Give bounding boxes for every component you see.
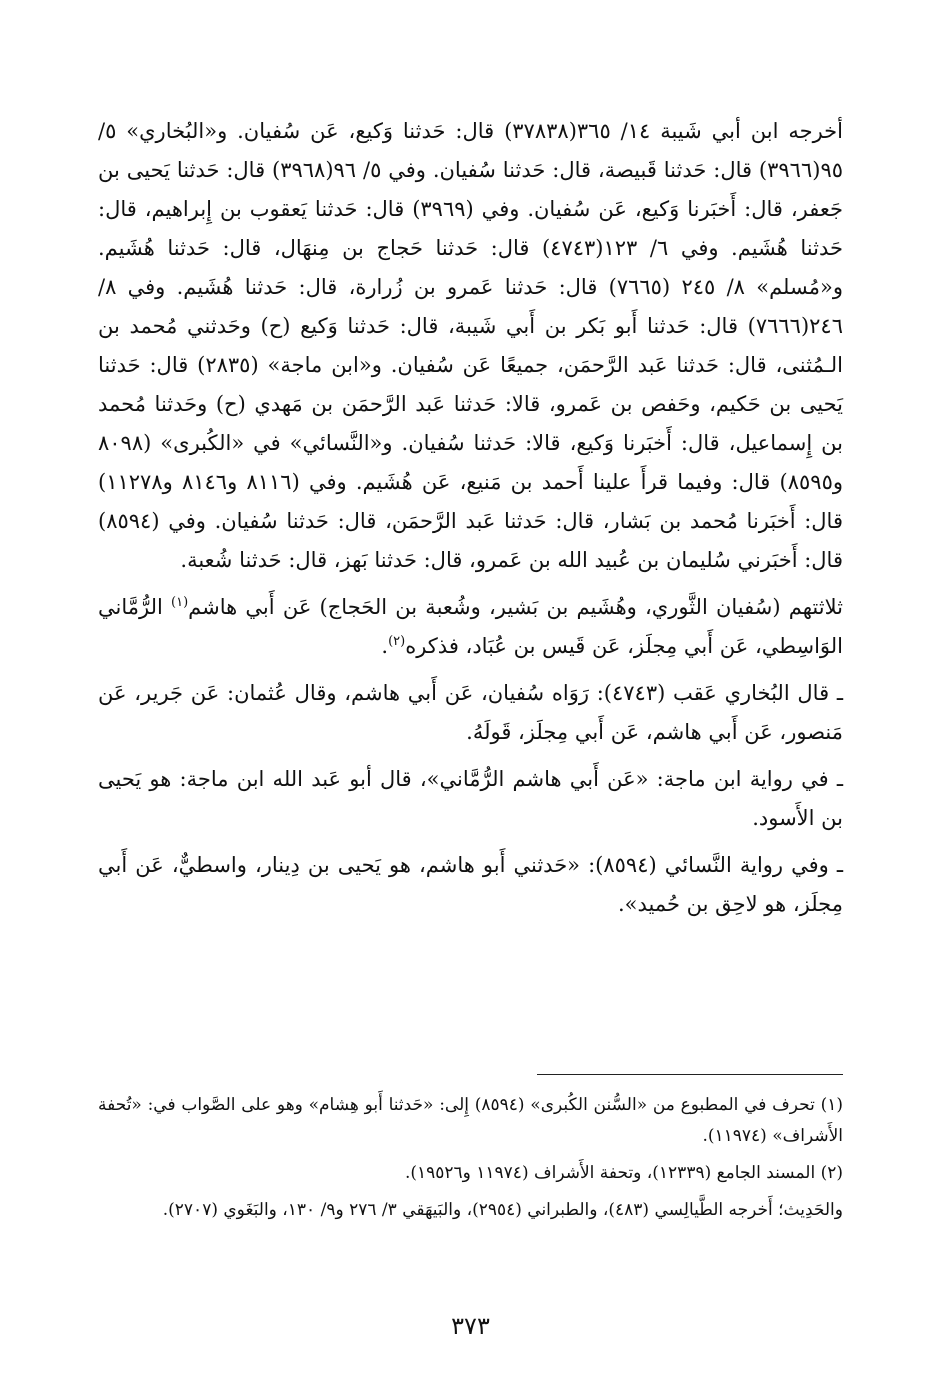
- paragraph-takhrij: أخرجه ابن أبي شَيبة ١٤/ ٣٦٥(٣٧٨٣٨) قال: حَدثنا وَكيع، عَن سُفيان. و«البُخاري» ٥/ ٩٥(٣٩٦٦) قال: حَدثنا قَبيصة، قال: حَدثنا سُفيان. وفي ٥/ ٩٦(٣٩٦٨) قال: حَدثنا يَحيى بن جَعفر، قال: أَخبَرنا وَكيع، عَن سُفيان. وفي (٣٩٦٩) قال: حَدثنا يَعقوب بن إِبراهيم، قال: حَدثنا هُشَيم. وفي ٦/ ١٢٣(٤٧٤٣) قال: حَدثنا حَجاج بن مِنهَال، قال: حَدثنا هُشَيم. و«مُسلم» ٨/ ٢٤٥ (٧٦٦٥) قال: حَدثنا عَمرو بن زُرارة، قال: حَدثنا هُشَيم. وفي ٨/ ٢٤٦(٧٦٦٦) قال: حَدثنا أَبو بَكر بن أَبي شَيبة، قال: حَدثنا وَكيع (ح) وحَدثني مُحمد بن الـمُثنى، قال: حَدثنا عَبد الرَّحمَن، جميعًا عَن سُفيان. و«ابن ماجة» (٢٨٣٥) قال: حَدثنا يَحيى بن حَكيم، وحَفص بن عَمرو، قالا: حَدثنا عَبد الرَّحمَن بن مَهدي (ح) وحَدثنا مُحمد بن إِسماعيل، قال: أَخبَرنا وَكيع، قالا: حَدثنا سُفيان. و«النَّسائي» في «الكُبرى» (٨٠٩٨ و٨٥٩٥) قال: وفيما قرأَ علينا أَحمد بن مَنيع، عَن هُشَيم. وفي (٨١١٦ و٨١٤٦ و١١٢٧٨) قال: أَخبَرنا مُحمد بن بَشار، قال: حَدثنا عَبد الرَّحمَن، قال: حَدثنا سُفيان. وفي (٨٥٩٤) قال: أَخبَرني سُليمان بن عُبيد الله بن عَمرو، قال: حَدثنا بَهز، قال: حَدثنا شُعبة.: [98, 119, 844, 572]
- page-number: ٣٧٣: [451, 1312, 490, 1340]
- isnad-text-end: .: [381, 634, 389, 658]
- paragraph-bukhari-note: ـ قال البُخاري عَقب (٤٧٤٣): رَوَاه سُفيان، عَن أَبي هاشم، وقال عُثمان: عَن جَرير، عَن مَنصور، عَن أَبي هاشم، عَن أَبي مِجلَز، قَولَهُ.: [98, 681, 843, 744]
- paragraph-ibn-majah-note: ـ في رواية ابن ماجة: «عَن أَبي هاشم الرُّمَّاني»، قال أبو عَبد الله ابن ماجة: هو يَحيى بن الأَسود.: [98, 767, 843, 830]
- footnote-2-continuation: والحَدِيث؛ أَخرجه الطَّيالِسي (٤٨٣)، والطبراني (٢٩٥٤)، والبَيهَقي ٣/ ٢٧٦ و٩/ ١٣٠، والبَغَوي (٢٧٠٧).: [162, 1200, 843, 1220]
- paragraph-isnad-summary: [98, 588, 843, 666]
- footnote-1: (١) تحرف في المطبوع من «السُّنن الكُبرى» (٨٥٩٤) إِلى: «حَدثنا أَبو هِشام» وهو على الصَّواب في: «تُحفة الأَشراف» (١١٩٧٤).: [98, 1095, 844, 1146]
- isnad-text-b: الرُّمَّاني الوَاسِطي، عَن أَبي مِجلَز، عَن قَيس بن عُبَاد، فذكره: [98, 595, 843, 658]
- footnote-2: (٢) المسند الجامع (١٢٣٣٩)، وتحفة الأَشراف (١١٩٧٤ و١٩٥٢٦).: [404, 1163, 843, 1183]
- footnote-ref-1[interactable]: (١): [171, 595, 189, 610]
- footnotes: [98, 1090, 843, 1226]
- footnote-separator: [537, 1074, 843, 1075]
- main-text: [98, 112, 843, 924]
- footnote-ref-2[interactable]: (٢): [388, 634, 406, 649]
- isnad-text-a: ثلاثتهم (سُفيان الثَّوري، وهُشَيم بن بَشير، وشُعبة بن الحَجاج) عَن أَبي هاشم: [188, 595, 843, 619]
- paragraph-nasai-note: ـ وفي رواية النَّسائي (٨٥٩٤): «حَدثني أَبو هاشم، هو يَحيى بن دِينار، واسطيٌّ، عَن أَبي مِجلَز، هو لاحِق بن حُميد».: [98, 853, 844, 916]
